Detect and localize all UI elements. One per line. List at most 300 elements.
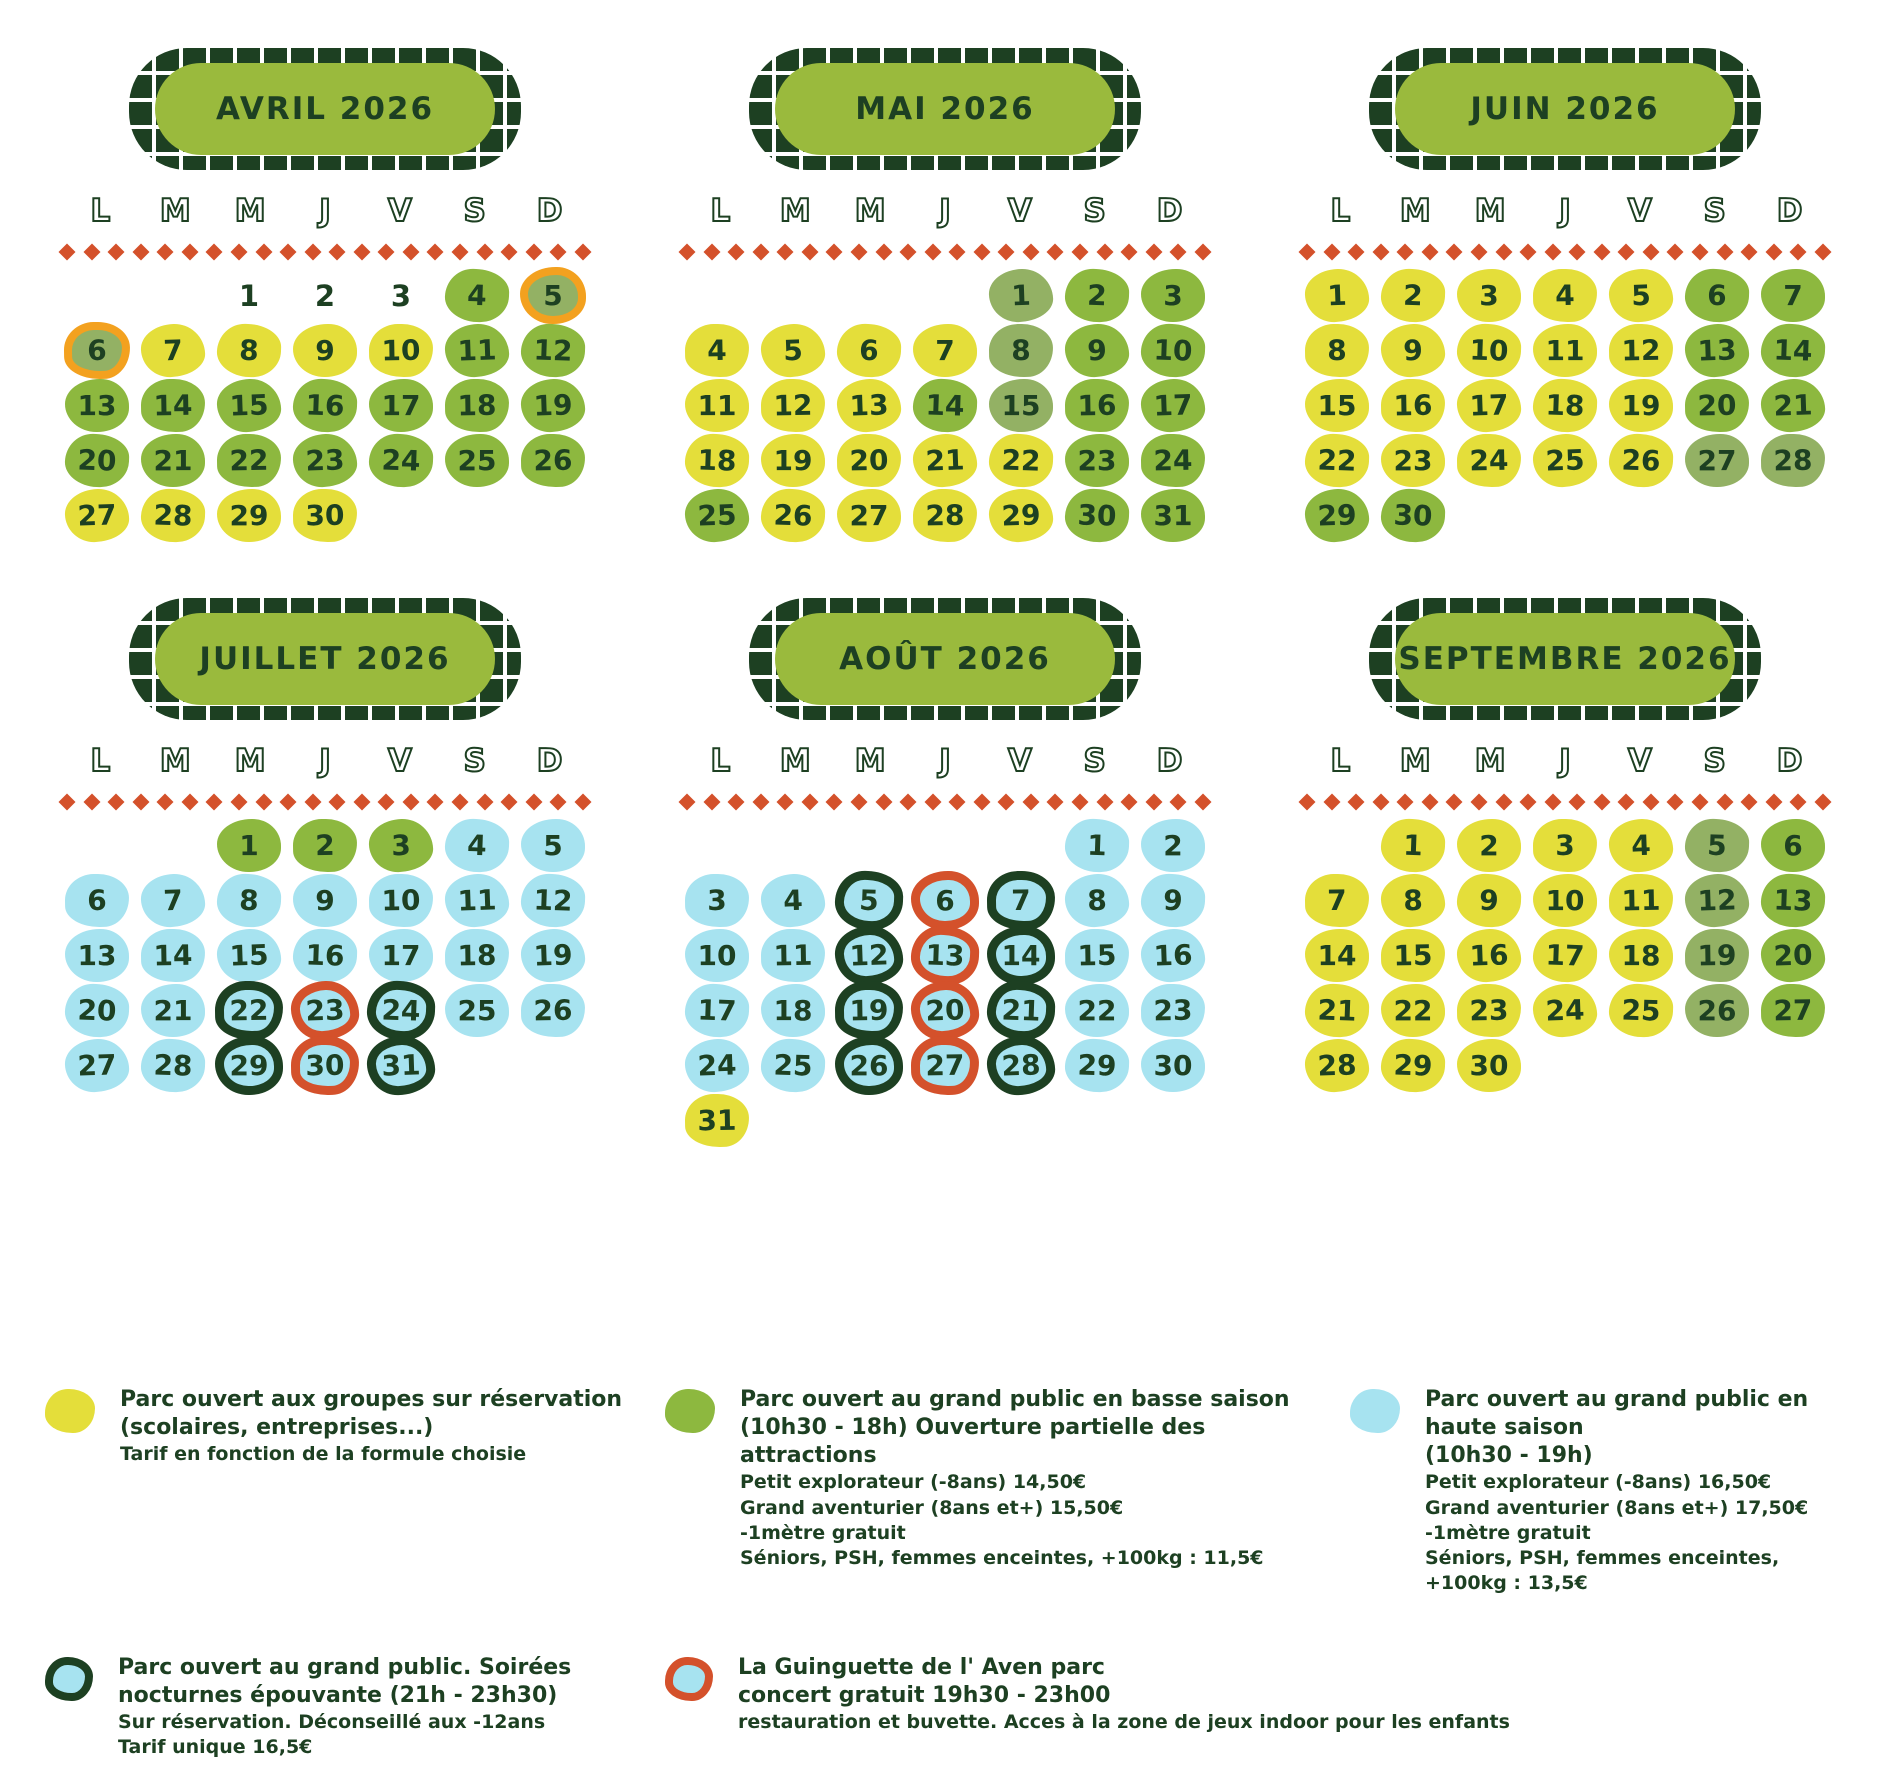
weekday-label: D	[1776, 743, 1803, 779]
day-olive: 20	[1685, 378, 1750, 432]
day-cell	[1059, 268, 1135, 323]
diamond-icon	[157, 794, 174, 811]
weekday-label: D	[536, 743, 563, 779]
day-cell	[439, 873, 515, 928]
day-sage: 19	[1685, 928, 1750, 982]
day-cell	[287, 818, 363, 873]
day-olive: 29	[1304, 488, 1370, 543]
diamond-icon	[1299, 244, 1316, 261]
diamond-icon	[1495, 244, 1512, 261]
weekday-label: S	[1703, 743, 1726, 779]
weekday-label: M	[854, 743, 886, 779]
diamond-icon	[1765, 244, 1782, 261]
day-blue: 19	[520, 928, 586, 983]
diamond-icon	[679, 244, 696, 261]
diamond-icon	[1716, 794, 1733, 811]
day-cell	[515, 818, 591, 873]
day-cell	[831, 378, 907, 433]
day-blue: 25	[760, 1038, 826, 1093]
month-header-pill	[775, 613, 1115, 705]
day-olive: 27	[1761, 983, 1826, 1037]
diamond-icon	[525, 244, 542, 261]
day-yellow: 11	[1609, 873, 1674, 927]
legend-title-line: (10h30 - 18h) Ouverture partielle des attractions	[740, 1415, 1206, 1469]
day-cell	[1135, 873, 1211, 928]
day-olive: 13	[1684, 323, 1750, 378]
weekday-label: J	[319, 193, 331, 229]
diamond-icon	[752, 794, 769, 811]
day-sage: 12	[1684, 873, 1750, 928]
day-olive: 20	[1760, 928, 1826, 983]
day-yellow: 27	[837, 489, 901, 542]
weekday-label: D	[536, 193, 563, 229]
diamond-divider	[665, 244, 1225, 260]
diamond-icon	[1096, 794, 1113, 811]
diamond-icon	[1741, 244, 1758, 261]
diamond-icon	[1692, 794, 1709, 811]
weekday-label: V	[1007, 193, 1032, 229]
diamond-icon	[1544, 794, 1561, 811]
day-cell	[907, 488, 983, 543]
day-cell	[287, 983, 363, 1038]
day-blue: 28	[140, 1038, 206, 1093]
day-olive: 22	[217, 433, 282, 487]
day-yellow: 25	[1532, 433, 1598, 488]
day-olive: 30	[1380, 488, 1446, 543]
day-cell	[755, 1038, 831, 1093]
legend-swatch-blue	[1350, 1389, 1400, 1433]
diamond-icon	[1470, 794, 1487, 811]
diamond-icon	[777, 244, 794, 261]
empty-cell	[135, 818, 211, 873]
legend-detail-line: Petit explorateur (-8ans) 16,50€	[1425, 1471, 1772, 1494]
weekday-label: V	[1627, 743, 1652, 779]
day-cell	[907, 323, 983, 378]
day-cell	[1603, 378, 1679, 433]
day-yellow: 8	[216, 323, 282, 378]
empty-cell	[1299, 818, 1375, 873]
diamond-icon	[83, 794, 100, 811]
day-cell	[287, 378, 363, 433]
legend-title-line: (10h30 - 19h)	[1425, 1443, 1593, 1469]
diamond-icon	[452, 244, 469, 261]
day-cell	[679, 1093, 755, 1148]
day-cell	[211, 268, 287, 323]
day-cell	[679, 983, 755, 1038]
diamond-icon	[206, 244, 223, 261]
day-cell	[1135, 1038, 1211, 1093]
day-cell	[135, 1038, 211, 1093]
day-olive: 7	[1761, 269, 1825, 322]
weekday-row	[45, 740, 605, 782]
diamond-icon	[525, 794, 542, 811]
day-yellow: 18	[684, 433, 750, 488]
diamond-icon	[1520, 244, 1537, 261]
day-cell	[439, 983, 515, 1038]
diamond-icon	[402, 794, 419, 811]
day-blue: 20	[64, 983, 130, 1038]
day-yellow: 25	[1608, 983, 1674, 1038]
day-cell	[1135, 488, 1211, 543]
day-cell	[755, 433, 831, 488]
day-yellow: 12	[761, 378, 826, 432]
day-cell	[515, 928, 591, 983]
weekday-label: M	[1474, 743, 1506, 779]
day-olive: 13	[65, 379, 129, 432]
day-olive: 18	[445, 378, 510, 432]
diamond-icon	[574, 244, 591, 261]
diamond-icon	[875, 794, 892, 811]
day-cell	[907, 983, 983, 1038]
day-blue: 15	[216, 928, 282, 983]
day-cell	[831, 488, 907, 543]
day-orange-ring: 5	[520, 267, 586, 324]
day-cell	[1451, 928, 1527, 983]
month-header	[129, 598, 521, 720]
legend-detail-line: -1mètre gratuit	[740, 1521, 906, 1544]
day-blue: 18	[445, 928, 510, 982]
weekday-label: S	[1083, 743, 1106, 779]
day-sage: 26	[1685, 984, 1749, 1037]
diamond-divider	[1285, 244, 1845, 260]
diamond-icon	[280, 794, 297, 811]
weekday-label: V	[1627, 193, 1652, 229]
day-olive: 24	[368, 433, 434, 488]
day-olive: 31	[1141, 489, 1205, 542]
day-cell	[1135, 268, 1211, 323]
day-cell	[755, 323, 831, 378]
day-cell	[1299, 873, 1375, 928]
legend-detail-line: Grand aventurier (8ans et+) 17,50€	[1425, 1496, 1809, 1519]
weekday-label: V	[387, 743, 412, 779]
weekday-label: M	[1399, 743, 1431, 779]
diamond-icon	[1790, 244, 1807, 261]
day-yellow: 10	[1456, 323, 1522, 378]
day-cell	[907, 1038, 983, 1093]
day-yellow: 21	[912, 433, 978, 488]
day-cell	[135, 378, 211, 433]
weekday-label: S	[463, 193, 486, 229]
diamond-divider	[1285, 794, 1845, 810]
day-olive: 12	[520, 323, 586, 378]
diamond-icon	[900, 244, 917, 261]
weekday-label: D	[1156, 193, 1183, 229]
day-cell	[1299, 433, 1375, 488]
legend-title-line: nocturnes épouvante (21h - 23h30)	[118, 1683, 558, 1709]
day-cell	[983, 488, 1059, 543]
day-cell	[983, 433, 1059, 488]
day-olive: 13	[1760, 873, 1826, 928]
day-blue: 29	[1064, 1038, 1130, 1093]
day-cell	[1059, 433, 1135, 488]
empty-cell	[755, 268, 831, 323]
weekday-label: D	[1776, 193, 1803, 229]
diamond-icon	[826, 244, 843, 261]
empty-cell	[679, 268, 755, 323]
diamond-divider	[45, 244, 605, 260]
day-cell	[679, 378, 755, 433]
day-blue: 9	[1140, 873, 1206, 928]
day-yellow: 3	[1533, 818, 1598, 872]
diamond-icon	[1593, 244, 1610, 261]
month-header-pill	[1395, 613, 1735, 705]
day-cell	[135, 928, 211, 983]
day-cell	[831, 873, 907, 928]
day-yellow: 23	[1381, 434, 1445, 487]
day-cell	[1451, 378, 1527, 433]
diamond-icon	[1495, 794, 1512, 811]
weekday-label: M	[234, 193, 266, 229]
day-yellow: 22	[988, 433, 1054, 488]
day-night: 14	[987, 926, 1055, 985]
day-cell	[679, 488, 755, 543]
weekday-label: L	[90, 193, 111, 229]
day-cell	[1603, 983, 1679, 1038]
weekday-label: L	[1330, 743, 1351, 779]
day-cell	[1755, 928, 1831, 983]
diamond-icon	[1421, 244, 1438, 261]
weekday-label: V	[1007, 743, 1032, 779]
diamond-icon	[850, 794, 867, 811]
day-sage: 27	[1685, 434, 1749, 487]
day-yellow: 9	[1380, 323, 1446, 378]
diamond-icon	[777, 794, 794, 811]
day-guinguette: 6	[911, 871, 979, 930]
day-sage: 1	[988, 268, 1054, 323]
month-title: MAI 2026	[855, 91, 1035, 127]
weekday-row	[1285, 740, 1845, 782]
diamond-icon	[181, 244, 198, 261]
day-yellow: 28	[140, 488, 206, 543]
day-guinguette: 13	[910, 925, 980, 986]
day-night: 31	[366, 1035, 436, 1096]
day-cell	[983, 873, 1059, 928]
diamond-icon	[949, 794, 966, 811]
day-blue: 3	[685, 873, 750, 927]
month-title: AOÛT 2026	[839, 641, 1051, 677]
day-night: 7	[986, 870, 1055, 930]
day-sage: 15	[989, 379, 1053, 432]
diamond-icon	[1470, 244, 1487, 261]
day-olive: 17	[1140, 378, 1206, 433]
diamond-icon	[1814, 244, 1831, 261]
day-cell	[439, 928, 515, 983]
empty-cell	[831, 268, 907, 323]
day-yellow: 17	[1532, 928, 1598, 983]
day-yellow: 30	[293, 488, 358, 542]
day-cell	[135, 323, 211, 378]
diamond-icon	[1323, 244, 1340, 261]
day-cell	[211, 378, 287, 433]
diamond-icon	[550, 794, 567, 811]
day-night: 28	[986, 1035, 1056, 1096]
day-olive: 21	[141, 434, 205, 487]
day-blue: 10	[369, 873, 434, 927]
day-olive: 20	[64, 433, 130, 488]
legend-title-line: La Guinguette de l' Aven parc	[738, 1654, 1105, 1680]
day-yellow: 2	[1457, 819, 1521, 872]
day-cell	[907, 378, 983, 433]
day-cell	[1059, 488, 1135, 543]
day-yellow: 8	[1380, 873, 1446, 928]
day-olive: 6	[1684, 268, 1750, 323]
day-olive: 1	[217, 819, 281, 872]
day-cell	[1451, 983, 1527, 1038]
diamond-icon	[1716, 244, 1733, 261]
diamond-icon	[703, 794, 720, 811]
diamond-icon	[1372, 244, 1389, 261]
diamond-icon	[402, 244, 419, 261]
day-olive: 30	[1064, 488, 1130, 543]
day-cell	[983, 323, 1059, 378]
diamond-icon	[1096, 244, 1113, 261]
day-cell	[211, 323, 287, 378]
day-cell	[439, 268, 515, 323]
diamond-icon	[728, 244, 745, 261]
diamond-icon	[1667, 244, 1684, 261]
day-yellow: 24	[1457, 433, 1522, 487]
day-yellow: 20	[837, 433, 902, 487]
diamond-icon	[1569, 794, 1586, 811]
diamond-icon	[826, 794, 843, 811]
day-yellow: 26	[1608, 433, 1674, 488]
day-blue: 21	[141, 984, 205, 1037]
day-cell	[1755, 323, 1831, 378]
legend-detail-line: Petit explorateur (-8ans) 14,50€	[740, 1471, 1087, 1494]
diamond-icon	[850, 244, 867, 261]
diamond-icon	[550, 244, 567, 261]
day-cell	[1375, 433, 1451, 488]
day-cell	[59, 378, 135, 433]
day-yellow: 21	[1304, 983, 1370, 1038]
legend-title-line: Parc ouvert au grand public en haute saison	[1425, 1387, 1809, 1441]
day-olive: 25	[445, 434, 509, 487]
month-title: JUILLET 2026	[199, 641, 451, 677]
day-cell	[211, 983, 287, 1038]
day-blue: 17	[684, 983, 750, 1038]
day-cell	[1135, 378, 1211, 433]
day-blue: 7	[140, 873, 206, 928]
day-cell	[1059, 873, 1135, 928]
diamond-icon	[1397, 794, 1414, 811]
diamond-icon	[83, 244, 100, 261]
day-blue: 15	[1065, 928, 1130, 982]
day-blue: 11	[444, 873, 510, 928]
day-yellow: 7	[1305, 873, 1370, 927]
weekday-label: M	[1474, 193, 1506, 229]
calendar-month	[45, 598, 605, 1148]
day-cell	[1527, 433, 1603, 488]
weekday-label: L	[1330, 193, 1351, 229]
diamond-icon	[1765, 794, 1782, 811]
day-cell	[363, 1038, 439, 1093]
day-cell	[135, 433, 211, 488]
diamond-icon	[255, 244, 272, 261]
diamond-icon	[1790, 794, 1807, 811]
day-cell	[1135, 818, 1211, 873]
day-blue: 26	[521, 983, 586, 1037]
day-yellow: 30	[1457, 1039, 1521, 1092]
diamond-icon	[1372, 794, 1389, 811]
diamond-icon	[1348, 794, 1365, 811]
weekday-label: S	[463, 743, 486, 779]
day-olive: 2	[293, 818, 358, 872]
diamond-icon	[1667, 794, 1684, 811]
diamond-icon	[280, 244, 297, 261]
day-grid	[1285, 268, 1845, 543]
month-title: SEPTEMBRE 2026	[1398, 641, 1732, 677]
legend-row-2	[45, 1654, 1845, 1760]
day-cell	[1679, 983, 1755, 1038]
legend-item	[1350, 1386, 1845, 1596]
diamond-icon	[108, 794, 125, 811]
calendar-month	[665, 48, 1225, 543]
day-cell	[1679, 873, 1755, 928]
day-cell	[287, 433, 363, 488]
day-blue: 2	[1141, 819, 1205, 872]
day-olive: 14	[141, 378, 206, 432]
day-olive: 4	[444, 268, 510, 323]
diamond-icon	[1022, 244, 1039, 261]
day-yellow: 17	[1456, 378, 1522, 433]
legend-detail-line: Tarif en fonction de la formule choisie	[120, 1443, 527, 1466]
day-cell	[1299, 928, 1375, 983]
day-cell	[515, 323, 591, 378]
day-grid	[1285, 818, 1845, 1093]
day-olive: 14	[1760, 323, 1826, 378]
diamond-icon	[1741, 794, 1758, 811]
day-cell	[1527, 873, 1603, 928]
day-cell	[1603, 928, 1679, 983]
legend-swatch-night	[45, 1657, 93, 1701]
month-title: JUIN 2026	[1470, 91, 1660, 127]
day-yellow: 11	[1533, 324, 1597, 377]
day-cell	[1755, 873, 1831, 928]
diamond-icon	[1520, 794, 1537, 811]
diamond-icon	[801, 244, 818, 261]
diamond-icon	[1170, 244, 1187, 261]
day-yellow: 10	[369, 323, 434, 377]
diamond-icon	[1446, 794, 1463, 811]
day-cell	[1603, 268, 1679, 323]
day-cell	[1059, 378, 1135, 433]
month-header	[1369, 48, 1761, 170]
diamond-icon	[728, 794, 745, 811]
day-cell	[983, 378, 1059, 433]
empty-cell	[907, 818, 983, 873]
diamond-icon	[378, 244, 395, 261]
day-yellow: 5	[760, 323, 826, 378]
calendar-month	[45, 48, 605, 543]
day-cell	[363, 268, 439, 323]
day-cell	[1135, 323, 1211, 378]
day-yellow: 18	[1532, 378, 1598, 433]
diamond-icon	[703, 244, 720, 261]
day-cell	[1299, 378, 1375, 433]
day-yellow: 28	[1304, 1038, 1370, 1093]
legend-text	[118, 1654, 571, 1760]
month-header	[1369, 598, 1761, 720]
diamond-icon	[998, 244, 1015, 261]
day-blue: 4	[444, 818, 510, 873]
day-yellow: 4	[1533, 268, 1598, 322]
day-yellow: 13	[836, 378, 902, 433]
day-night: 19	[834, 980, 903, 1040]
diamond-icon	[1642, 244, 1659, 261]
day-cell	[211, 928, 287, 983]
diamond-icon	[1421, 794, 1438, 811]
day-grid	[665, 268, 1225, 543]
